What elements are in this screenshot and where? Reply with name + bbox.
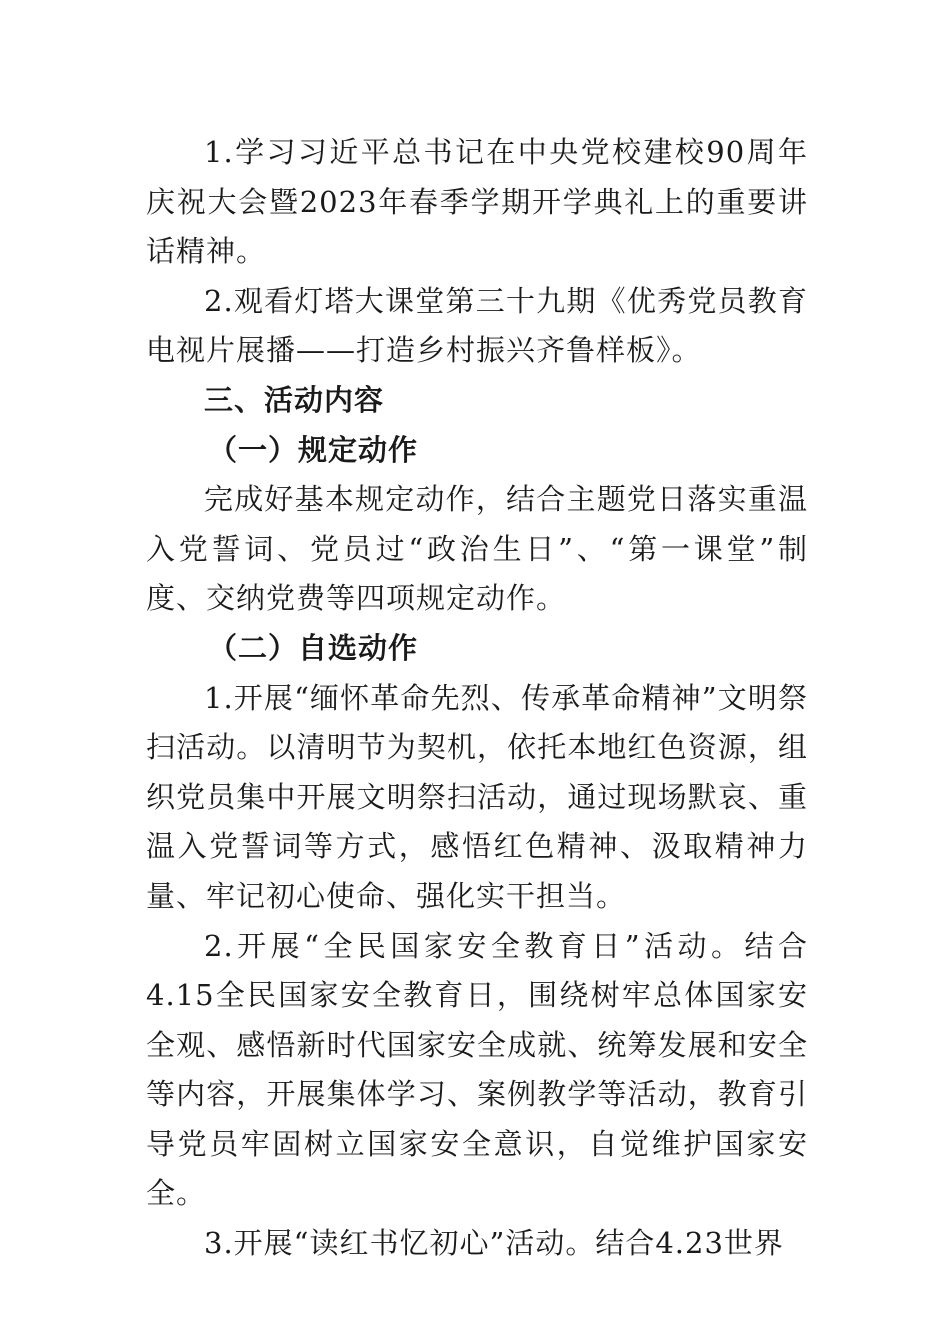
paragraph-security-day: 2.开展“全民国家安全教育日”活动。结合4.15全民国家安全教育日，围绕树牢总体国家安全观、感悟新时代国家安全成就、统筹发展和安全等内容，开展集体学习、案例教学等活动，教育引导党员牢固树立国家安全意识，自觉维护国家安全。 (146, 928, 808, 1211)
subheading-optional-actions: （二）自选动作 (208, 630, 419, 665)
paragraph-watch-lecture: 2.观看灯塔大课堂第三十九期《优秀党员教育电视片展播——打造乡村振兴齐鲁样板》。 (146, 283, 808, 368)
paragraph-tomb-sweeping: 1.开展“缅怀革命先烈、传承革命精神”文明祭扫活动。以清明节为契机，依托本地红色资源，组织党员集中开展文明祭扫活动，通过现场默哀、重温入党誓词等方式，感悟红色精神、汲取精神力量、牢记初心使命、强化实干担当。 (146, 680, 808, 913)
document-body (146, 128, 808, 1269)
subheading-required-actions: （一）规定动作 (208, 432, 419, 467)
paragraph-required-actions: 完成好基本规定动作，结合主题党日落实重温入党誓词、党员过“政治生日”、“第一课堂”制度、交纳党费等四项规定动作。 (146, 482, 808, 616)
section-heading-activity-content: 三、活动内容 (204, 382, 385, 417)
paragraph-study-speech: 1.学习习近平总书记在中央党校建校90周年庆祝大会暨2023年春季学期开学典礼上的重要讲话精神。 (146, 135, 808, 269)
paragraph-red-books: 3.开展“读红书忆初心”活动。结合4.23世界 (204, 1226, 784, 1261)
